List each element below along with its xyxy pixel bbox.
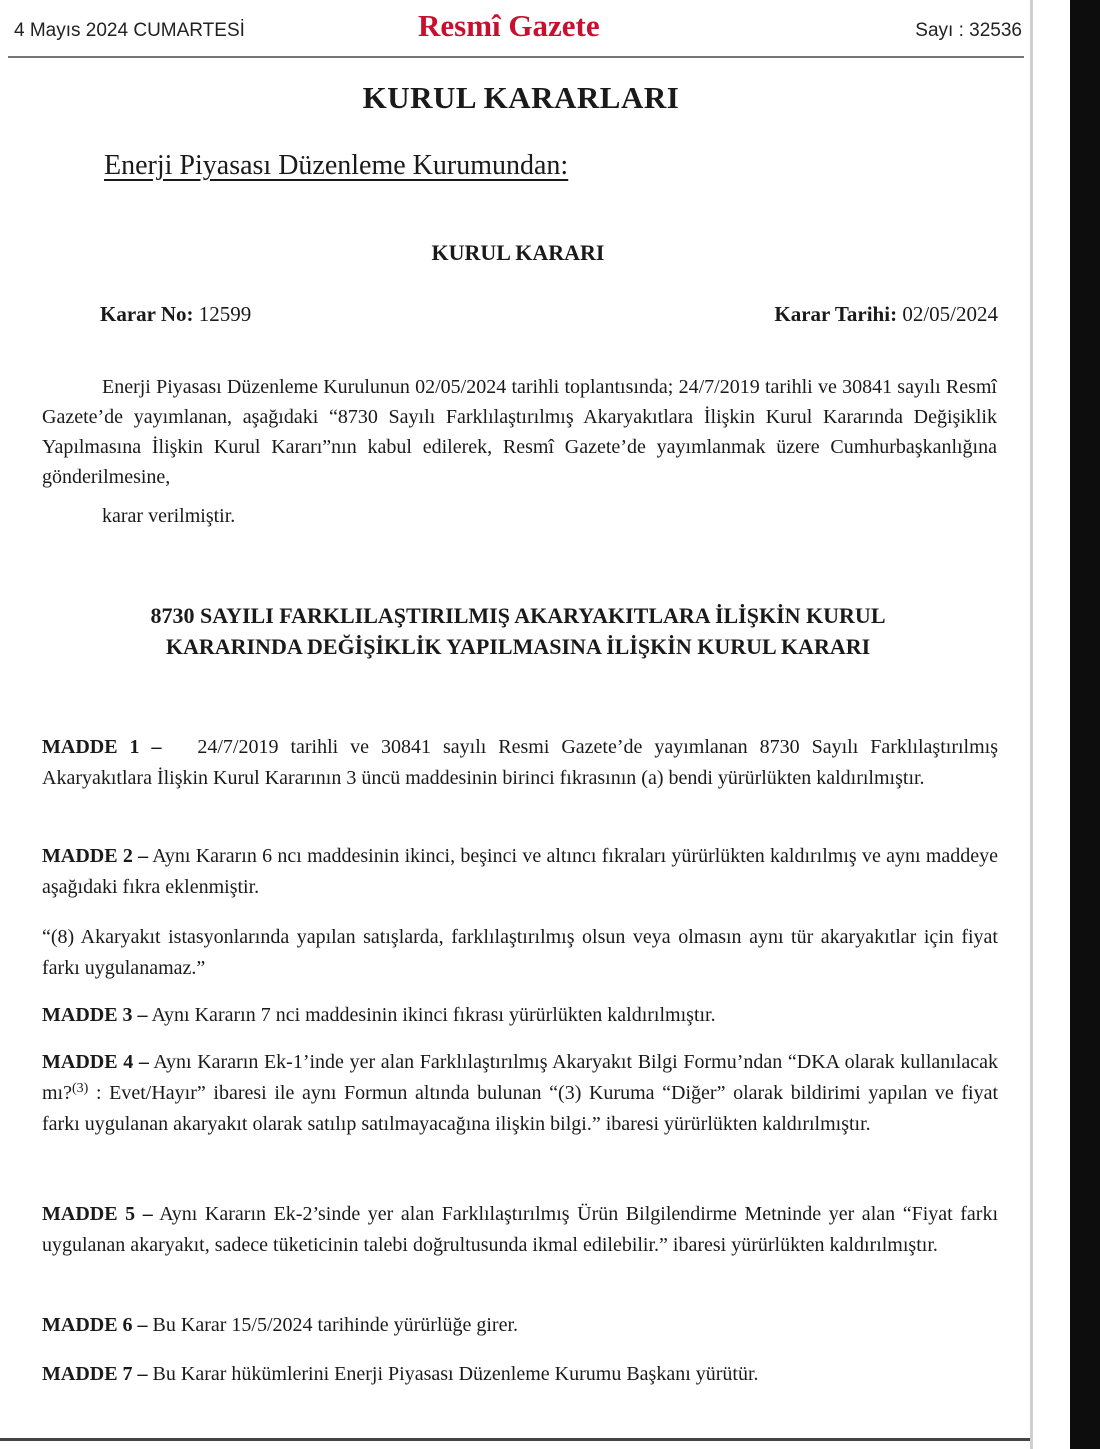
article-text: Aynı Kararın 6 ncı maddesinin ikinci, beşinci ve altıncı fıkraları yürürlükten kaldırılmış ve aynı maddeye aşağıdaki fıkra eklenmiştir. bbox=[42, 845, 999, 898]
article-label: MADDE 5 – bbox=[42, 1203, 153, 1225]
page-bottom-edge bbox=[0, 1438, 1030, 1441]
regulation-title-line-1: 8730 SAYILI FARKLILAŞTIRILMIŞ AKARYAKITLARA İLİŞKİN KURUL bbox=[150, 603, 886, 628]
article-label: MADDE 4 – bbox=[42, 1051, 149, 1073]
article-2 bbox=[42, 841, 998, 903]
issue-number: Sayı : 32536 bbox=[915, 20, 1022, 41]
article-label: MADDE 3 – bbox=[42, 1004, 148, 1026]
article-text: Bu Karar hükümlerini Enerji Piyasası Düzenleme Kurumu Başkanı yürütür. bbox=[152, 1363, 759, 1385]
article-4 bbox=[42, 1047, 998, 1140]
article-label: MADDE 2 – bbox=[42, 845, 149, 867]
gazette-title: Resmî Gazete bbox=[418, 8, 600, 43]
article-text: Aynı Kararın 7 nci maddesinin ikinci fıkrası yürürlükten kaldırılmıştır. bbox=[151, 1004, 716, 1026]
article-2-added-paragraph bbox=[42, 922, 998, 984]
article-7 bbox=[42, 1359, 998, 1390]
header-date: 4 Mayıs 2024 CUMARTESİ bbox=[14, 20, 245, 41]
verdict-text: karar verilmiştir. bbox=[102, 505, 236, 527]
article-label: MADDE 7 – bbox=[42, 1363, 148, 1385]
decision-date-value: 02/05/2024 bbox=[902, 302, 998, 326]
article-1 bbox=[42, 732, 998, 794]
article-label: MADDE 1 – bbox=[42, 736, 162, 758]
page-edge bbox=[1030, 0, 1033, 1449]
decision-number-value: 12599 bbox=[198, 302, 252, 326]
decision-date bbox=[774, 302, 998, 327]
header-divider bbox=[8, 56, 1024, 58]
article-text: Aynı Kararın Ek-2’sinde yer alan Farklılaştırılmış Ürün Bilgilendirme Metninde yer alan “Fiyat farkı uygulanan akaryakıt, sadece tüketicinin talebi doğrultusunda ikmal edilebilir.” ibaresi yürürlükten kaldırılmıştır. bbox=[42, 1203, 999, 1256]
article-label: MADDE 6 – bbox=[42, 1314, 148, 1336]
article-text-after: : Evet/Hayır” ibaresi ile aynı Formun altında bulunan “(3) Kuruma “Diğer” olarak bildirimi yapılan ve fiyat farkı uygulanan akaryakıt olarak satılıp satılmayacağına ilişkin bilgi.” ibaresi yürürlükten kaldırılmıştır. bbox=[42, 1082, 998, 1135]
footnote-marker: (3) bbox=[72, 1081, 89, 1096]
page-side-strip bbox=[1030, 0, 1100, 1449]
intro-paragraph: Enerji Piyasası Düzenleme Kurulunun 02/05/2024 tarihli toplantısında; 24/7/2019 tarihli ve 30841 sayılı Resmî Gazete’de yayımlanan, aşağıdaki “8730 Sayılı Farklılaştırılmış Akaryakıtlara İlişkin Kurul Kararında Değişiklik Yapılmasına İlişkin Kurul Kararı”nın kabul edilerek, Resmî Gazete’de yayımlanmak üzere Cumhurbaşkanlığına gönderilmesine, bbox=[42, 376, 997, 488]
article-text: “(8) Akaryakıt istasyonlarında yapılan satışlarda, farklılaştırılmış olsun veya olmasın aynı tür akaryakıtlar için fiyat farkı uygulanamaz.” bbox=[42, 926, 998, 979]
article-text: Bu Karar 15/5/2024 tarihinde yürürlüğe girer. bbox=[152, 1314, 519, 1336]
article-text: 24/7/2019 tarihli ve 30841 sayılı Resmi Gazete’de yayımlanan 8730 Sayılı Farklılaştırılmış Akaryakıtlara İlişkin Kurul Kararının 3 üncü maddesinin birinci fıkrasının (a) bendi yürürlükten kaldırılmıştır. bbox=[42, 736, 998, 789]
decision-date-label: Karar Tarihi: bbox=[774, 302, 898, 326]
section-title: KURUL KARARLARI bbox=[362, 80, 680, 115]
regulation-title bbox=[40, 600, 996, 662]
article-3 bbox=[42, 1000, 998, 1031]
institution-heading: Enerji Piyasası Düzenleme Kurumundan: bbox=[104, 150, 569, 181]
article-5 bbox=[42, 1199, 998, 1261]
decision-number-label: Karar No: bbox=[100, 302, 194, 326]
regulation-title-line-2: KARARINDA DEĞİŞİKLİK YAPILMASINA İLİŞKİN KURUL KARARI bbox=[165, 634, 871, 659]
article-6 bbox=[42, 1310, 998, 1341]
article-text-before: Aynı Kararın Ek-1’inde yer alan Farklılaştırılmış Akaryakıt Bilgi Formu’ndan “DKA olarak kullanılacak mı? bbox=[42, 1051, 998, 1104]
dark-margin bbox=[1070, 0, 1100, 1449]
decision-title: KURUL KARARI bbox=[431, 240, 605, 265]
decision-number bbox=[100, 302, 251, 327]
